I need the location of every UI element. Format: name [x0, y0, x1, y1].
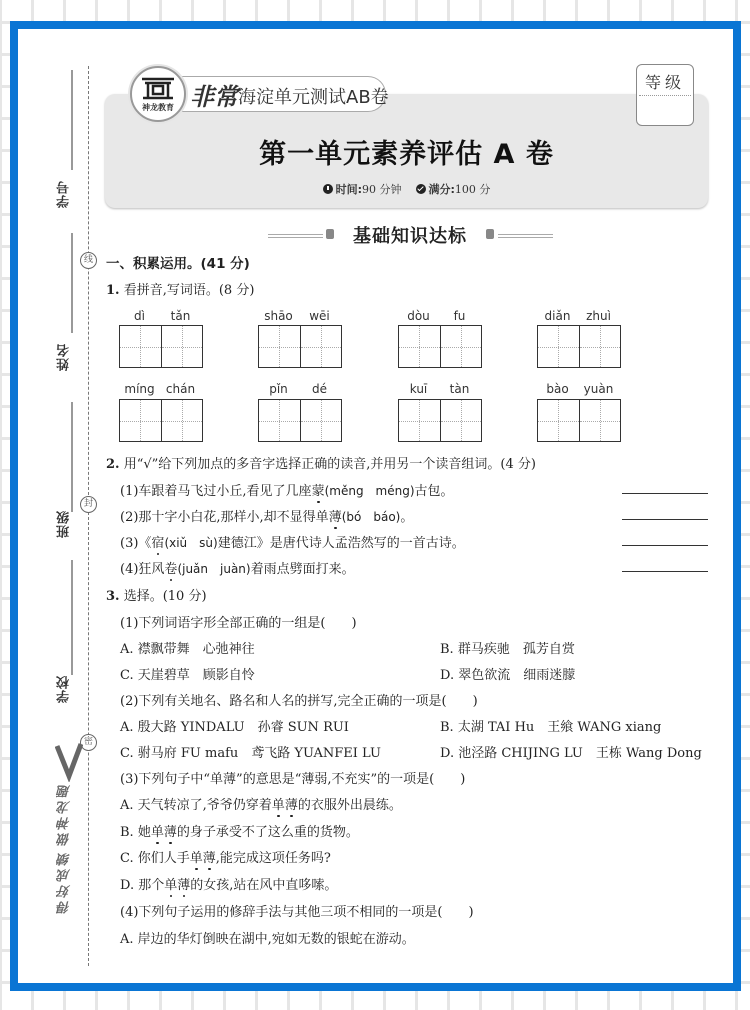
writing-grid[interactable]	[398, 399, 482, 442]
q1-text: 看拼音,写词语。(8 分)	[123, 283, 255, 298]
grade-label: 等级	[644, 73, 685, 92]
q3-1-option-c[interactable]: C. 天崖碧草 顾影自怜	[120, 668, 255, 683]
dotted-word	[151, 825, 177, 840]
series-name: 海淀单元测试AB卷	[238, 87, 389, 108]
option-text: D. 那个	[120, 878, 165, 893]
page-title: 第一单元素养评估 A 卷	[259, 139, 554, 170]
pinyin: dòu	[407, 309, 430, 323]
publisher-logo	[130, 66, 186, 122]
q3-number: 3.	[106, 589, 120, 604]
q1-number: 1.	[106, 283, 120, 298]
pinyin: dì	[134, 309, 145, 323]
checkmark-icon	[55, 742, 83, 782]
check-circle-icon	[416, 184, 426, 194]
option-text: 的衣服外出晨练。	[297, 798, 402, 813]
pinyin: chán	[165, 382, 196, 396]
q3-1-option-b[interactable]: B. 群马疾驰 孤芳自赏	[440, 642, 575, 657]
item-text: (3)《	[120, 536, 152, 551]
dotted-word	[272, 798, 298, 813]
q3-prompt	[106, 585, 207, 604]
score-label: 满分:	[428, 183, 455, 196]
pinyin: míng	[124, 382, 155, 396]
item-text: 古包。	[414, 484, 454, 499]
pinyin: yuàn	[583, 382, 614, 396]
brand-script: 非常	[190, 82, 238, 111]
divider-left	[268, 234, 323, 238]
section-title: 基础知识达标	[353, 226, 467, 247]
clock-icon	[323, 184, 333, 194]
pinyin: zhuì	[586, 309, 611, 323]
writing-grid[interactable]	[258, 399, 342, 442]
name-line	[71, 233, 73, 333]
slogan-do-shenlong: 得好成绩	[58, 850, 73, 914]
name-label: 姓名	[57, 343, 72, 371]
answer-line[interactable]	[622, 571, 708, 572]
q3-3-option-c[interactable]	[120, 847, 331, 866]
dotted-char: 单	[271, 798, 285, 813]
bullet-left	[326, 229, 334, 239]
time-value: 90 分钟	[362, 183, 402, 196]
dotted-char: 单	[189, 851, 203, 866]
grade-divider	[639, 95, 691, 96]
section-heading	[260, 222, 560, 248]
pinyin-options: (bó báo)	[341, 510, 401, 524]
pinyin: fu	[453, 309, 466, 323]
score-value: 100 分	[454, 183, 491, 196]
q3-4-question: (4)下列句子运用的修辞手法与其他三项不相同的一项是( )	[120, 905, 474, 920]
q3-3-option-b[interactable]	[120, 821, 359, 840]
q3-1-option-d[interactable]: D. 翠色欲流 细雨迷朦	[440, 668, 576, 683]
writing-grid[interactable]	[537, 325, 621, 368]
q2-item	[120, 506, 413, 525]
writing-grid[interactable]	[537, 399, 621, 442]
divider-right	[498, 234, 553, 238]
grade-box	[636, 64, 694, 126]
q3-2-option-d[interactable]: D. 池泾路 CHIJING LU 王栋 Wang Dong	[440, 746, 702, 761]
seal-seal-mark: 封	[80, 496, 97, 513]
writing-grid[interactable]	[119, 399, 203, 442]
dotted-char: 薄	[177, 878, 191, 893]
q3-4-option-a[interactable]: A. 岸边的华灯倒映在湖中,宛如无数的银蛇在游动。	[120, 932, 415, 947]
q3-2-question: (2)下列有关地名、路名和人名的拼写,完全正确的一项是( )	[120, 694, 478, 709]
part1-heading: 一、积累运用。(41 分)	[106, 256, 250, 272]
seal-line-mark: 线	[80, 252, 97, 269]
pinyin: tǎn	[170, 309, 191, 323]
dotted-char: 蒙	[311, 484, 325, 499]
item-text: 建德江》是唐代诗人孟浩然写的一首古诗。	[217, 536, 465, 551]
bullet-right	[486, 229, 494, 239]
slogan-get-good-grades: 做神龙题	[58, 782, 73, 846]
writing-grid[interactable]	[119, 325, 203, 368]
q3-3-question: (3)下列句子中“单薄”的意思是“薄弱,不充实”的一项是( )	[120, 772, 466, 787]
q3-3-option-d[interactable]	[120, 874, 337, 893]
class-label: 班级	[57, 510, 72, 538]
seal-secret-mark: 密	[80, 734, 97, 751]
writing-grid[interactable]	[258, 325, 342, 368]
q3-text: 选择。(10 分)	[123, 589, 207, 604]
item-text: 。	[400, 510, 414, 525]
dotted-word	[164, 878, 190, 893]
pinyin: shāo	[264, 309, 293, 323]
time-label: 时间:	[335, 183, 362, 196]
pinyin: pǐn	[269, 382, 288, 396]
dotted-char: 卷	[164, 562, 178, 577]
q2-item	[120, 532, 465, 551]
option-text: B. 她	[120, 825, 151, 840]
q3-1-option-a[interactable]: A. 襟飘带舞 心弛神往	[120, 642, 255, 657]
student-id-line	[71, 70, 73, 170]
answer-line[interactable]	[622, 519, 708, 520]
item-text: (4)狂风	[120, 562, 165, 577]
answer-line[interactable]	[622, 493, 708, 494]
pinyin: diǎn	[544, 309, 571, 323]
item-text: (1)车跟着马飞过小丘,看见了几座	[120, 484, 312, 499]
pinyin: tàn	[449, 382, 470, 396]
pinyin: bào	[546, 382, 569, 396]
q2-number: 2.	[106, 457, 120, 472]
pinyin-options: (juǎn juàn)	[177, 562, 251, 576]
dotted-char: 薄	[163, 825, 177, 840]
dotted-char: 单	[150, 825, 164, 840]
q3-3-option-a[interactable]	[120, 794, 402, 813]
dotted-char: 薄	[202, 851, 216, 866]
writing-grid[interactable]	[398, 325, 482, 368]
q3-2-option-c[interactable]: C. 驸马府 FU mafu 鸢飞路 YUANFEI LU	[120, 746, 381, 761]
gate-icon	[140, 76, 176, 100]
q2-prompt	[106, 453, 536, 472]
pinyin: wēi	[309, 309, 330, 323]
pinyin-options: (měng méng)	[324, 484, 415, 498]
answer-line[interactable]	[622, 545, 708, 546]
dotted-char: 单	[164, 878, 178, 893]
publisher-name: 神龙教育	[142, 103, 174, 112]
q2-item	[120, 558, 355, 577]
q3-2-option-a[interactable]: A. 殷大路 YINDALU 孙睿 SUN RUI	[120, 720, 349, 735]
dotted-char: 薄	[284, 798, 298, 813]
dotted-char: 薄	[328, 510, 342, 525]
dotted-char: 宿	[151, 536, 165, 551]
pinyin-options: (xiǔ sù)	[164, 536, 218, 550]
q2-item	[120, 480, 454, 499]
pinyin: kuī	[409, 382, 428, 396]
exam-meta	[105, 181, 708, 197]
class-line	[71, 402, 73, 512]
option-text: ,能完成这项任务吗?	[215, 851, 331, 866]
school-line	[71, 560, 73, 675]
school-label: 学校	[57, 675, 72, 703]
option-text: 的身子承受不了这么重的货物。	[176, 825, 359, 840]
item-text: (2)那十字小白花,那样小,却不显得单	[120, 510, 329, 525]
option-text: 的女孩,站在风中直哆嗦。	[190, 878, 338, 893]
q3-2-option-b[interactable]: B. 太湖 TAI Hu 王飨 WANG xiang	[440, 720, 662, 735]
q2-text: 用“√”给下列加点的多音字选择正确的读音,并用另一个读音组词。(4 分)	[123, 457, 536, 472]
cut-line	[88, 66, 89, 966]
dotted-word	[190, 851, 216, 866]
q1-prompt	[106, 279, 254, 298]
pinyin: dé	[312, 382, 327, 396]
student-id-label: 学号	[57, 180, 72, 208]
option-text: A. 天气转凉了,爷爷仍穿着	[120, 798, 272, 813]
item-text: 着雨点劈面打来。	[250, 562, 355, 577]
option-text: C. 你们人手	[120, 851, 190, 866]
q3-1-question: (1)下列词语字形全部正确的一组是( )	[120, 616, 357, 631]
